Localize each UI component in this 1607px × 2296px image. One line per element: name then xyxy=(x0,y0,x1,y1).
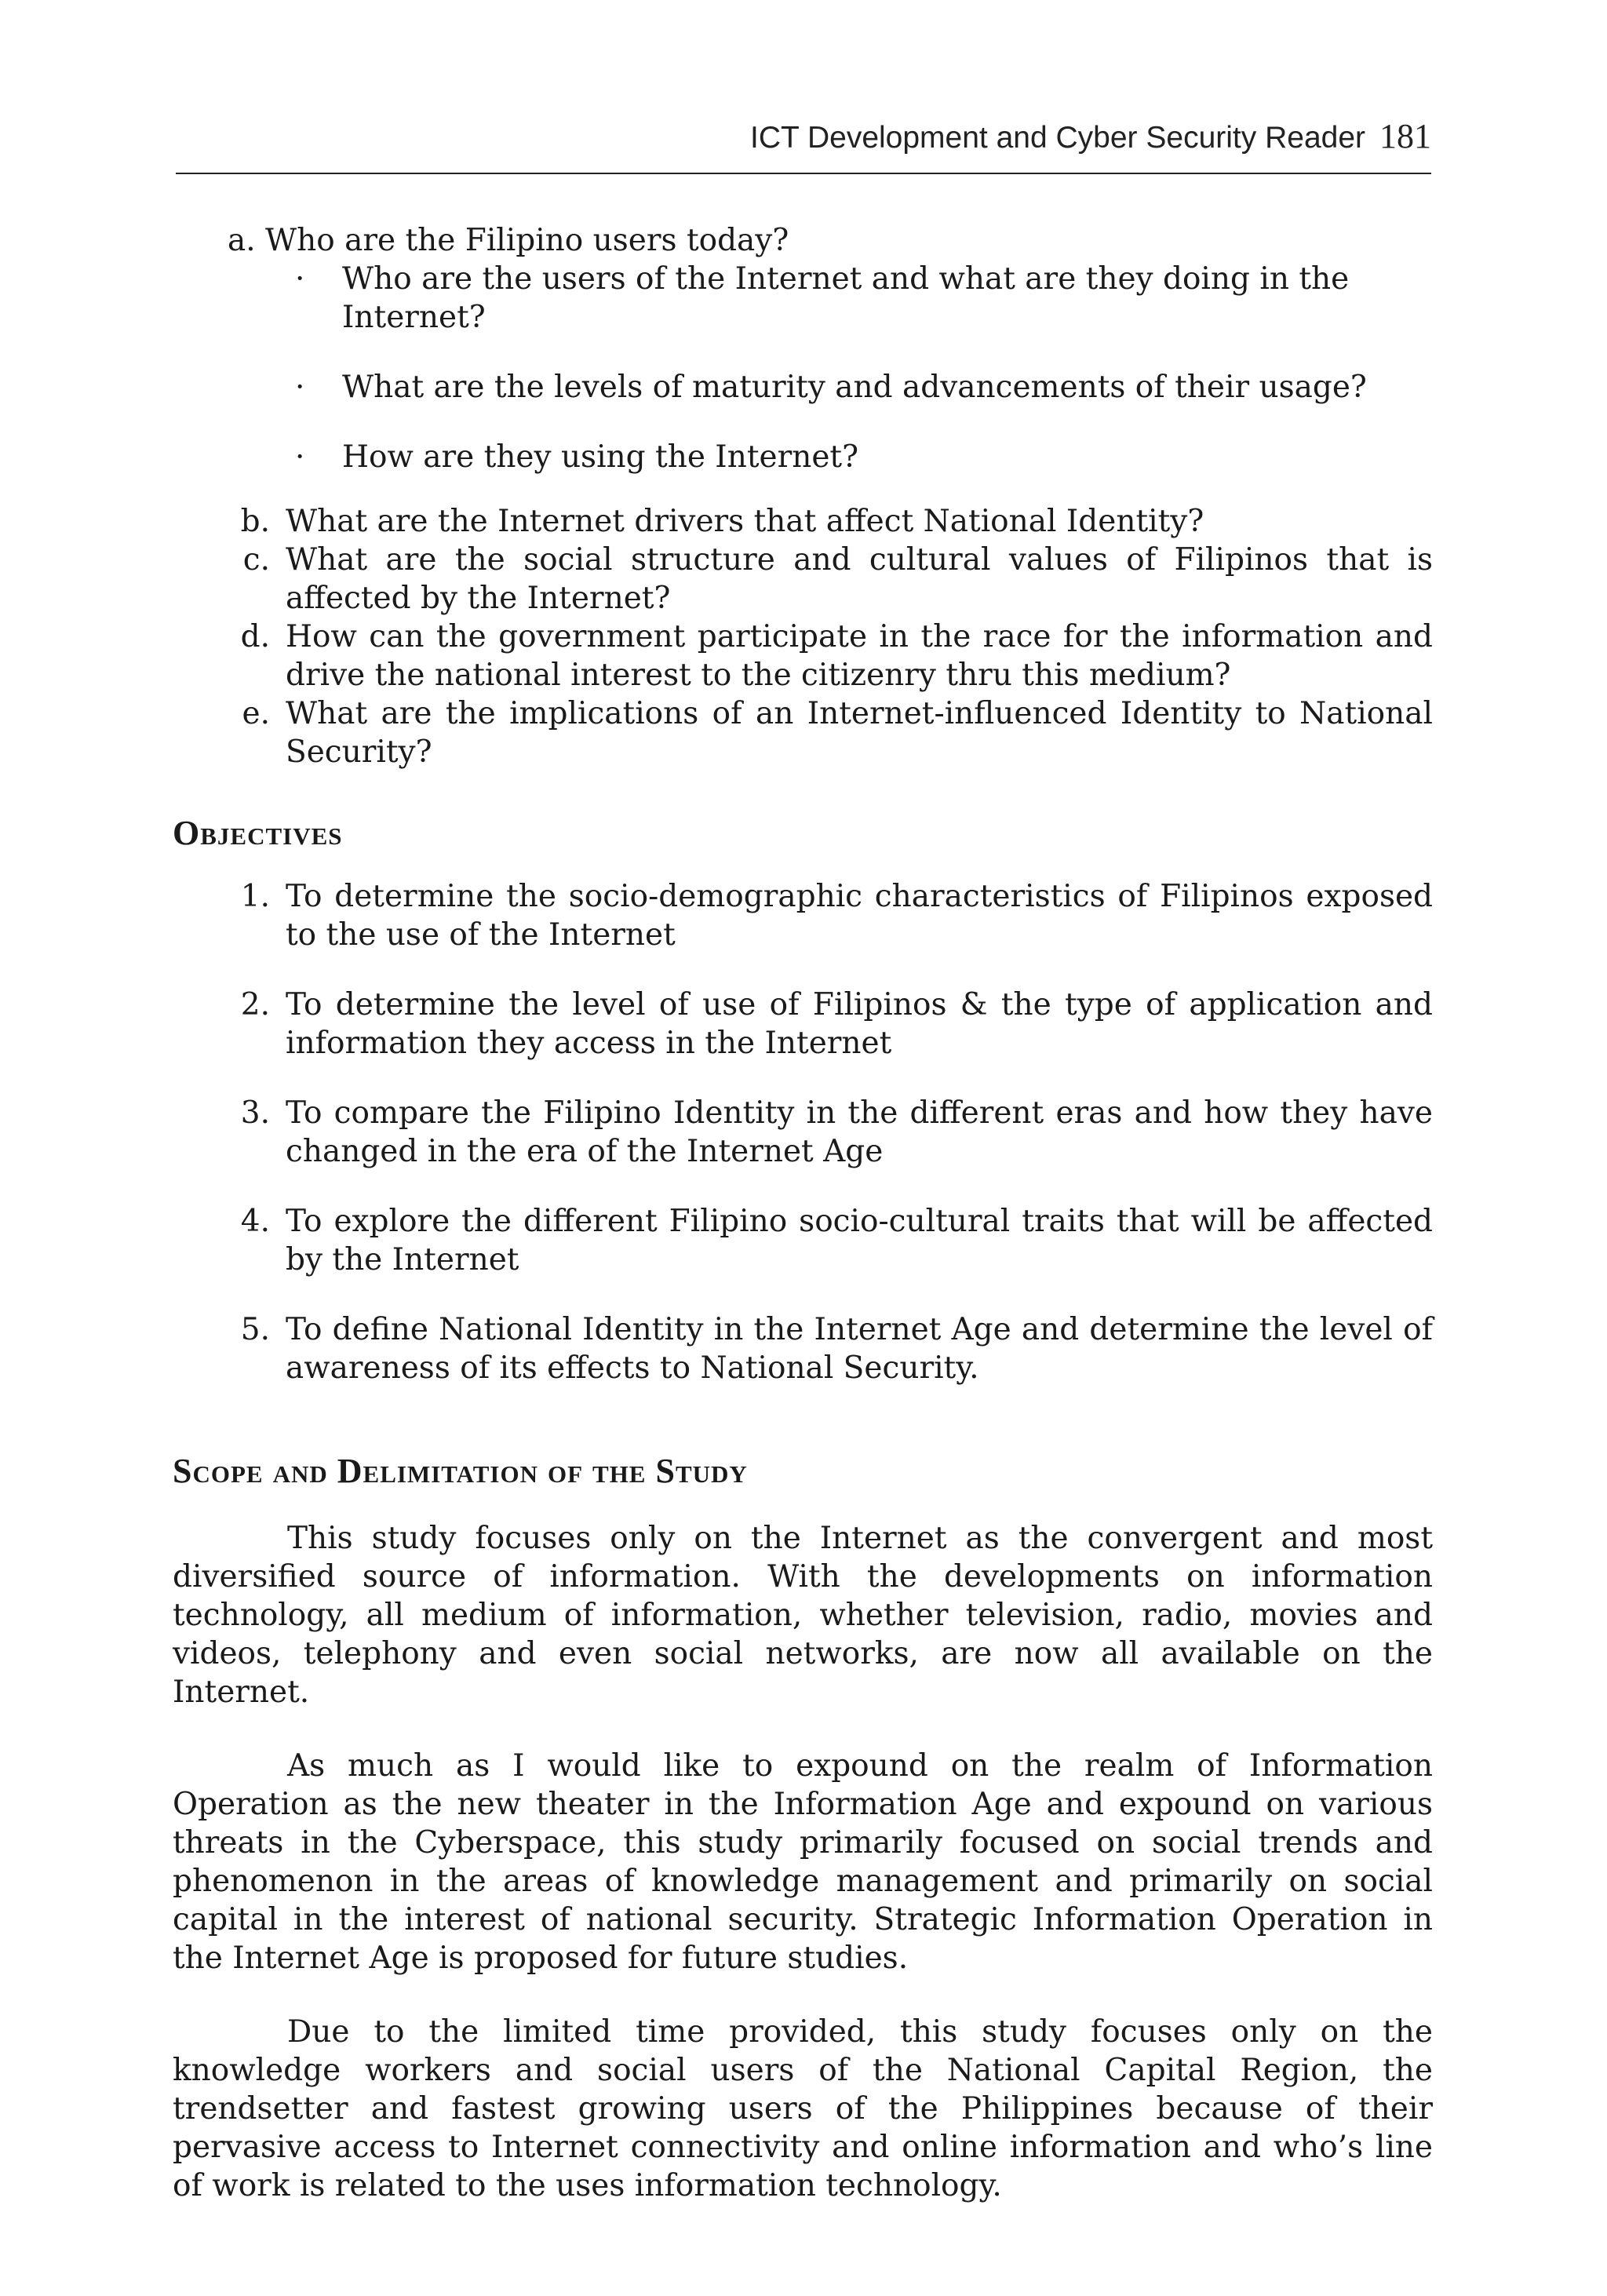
objective-text: To define National Identity in the Internet Age and determine the level of awareness of its effects to National Security. xyxy=(286,1312,1433,1386)
scope-paragraph: This study focuses only on the Internet as the convergent and most diversified source of information. With the developments on information technology, all medium of information, whether television, radio, movies and videos, telephony and even social networks, are now all available on the Internet. xyxy=(173,1521,1433,1710)
bullet-marker: · xyxy=(295,439,305,475)
list-item xyxy=(173,502,1433,541)
running-header xyxy=(750,116,1431,156)
objective-number: 2. xyxy=(240,987,270,1022)
question-text: What are the social structure and cultural values of Filipinos that is affected by the Internet? xyxy=(286,542,1433,616)
bullet-marker: · xyxy=(295,261,305,297)
book-title: ICT Development and Cyber Security Reader xyxy=(750,121,1365,155)
question-list xyxy=(173,502,1433,771)
objective-number: 1. xyxy=(240,879,270,914)
list-item xyxy=(173,541,1433,618)
objective-number: 3. xyxy=(240,1095,270,1131)
page-body xyxy=(173,221,1433,2240)
list-item xyxy=(173,986,1433,1062)
scope-paragraph: As much as I would like to expound on the realm of Information Operation as the new theater in the Information Age and expound on various threats in the Cyberspace, this study primarily focused on social trends and phenomenon in the areas of knowledge management and primarily on social capital in the interest of national security. Strategic Information Operation in the Internet Age is proposed for future studies. xyxy=(173,1748,1433,1976)
list-item xyxy=(173,694,1433,771)
objective-number: 4. xyxy=(240,1204,270,1239)
objective-text: To determine the socio-demographic characteristics of Filipinos exposed to the use of the Internet xyxy=(286,879,1433,953)
bullet-marker: · xyxy=(295,370,305,405)
objective-text: To determine the level of use of Filipinos & the type of application and information they access in the Internet xyxy=(286,987,1433,1061)
list-item xyxy=(290,438,1433,476)
scope-heading: Scope and Delimitation of the Study xyxy=(173,1452,748,1490)
question-text: What are the Internet drivers that affect National Identity? xyxy=(286,504,1204,539)
page-number: 181 xyxy=(1379,117,1431,155)
header-rule xyxy=(176,173,1431,174)
objectives-heading: Objectives xyxy=(173,814,343,852)
question-a-bullets xyxy=(290,260,1433,476)
list-item xyxy=(173,1310,1433,1387)
question-text: What are the implications of an Internet-influenced Identity to National Security? xyxy=(286,696,1433,770)
bullet-text: What are the levels of maturity and advancements of their usage? xyxy=(342,370,1367,405)
objective-number: 5. xyxy=(240,1312,270,1347)
list-item xyxy=(290,368,1433,406)
list-item xyxy=(290,260,1433,337)
question-marker: c. xyxy=(242,542,270,578)
objectives-list xyxy=(173,877,1433,1387)
list-item xyxy=(173,618,1433,694)
list-item xyxy=(173,1094,1433,1171)
list-item xyxy=(173,1202,1433,1279)
question-marker: d. xyxy=(240,619,270,654)
bullet-text: Who are the users of the Internet and what are they doing in the Internet? xyxy=(342,261,1350,335)
list-item xyxy=(173,877,1433,954)
question-marker: e. xyxy=(242,696,270,731)
question-marker: b. xyxy=(240,504,270,539)
question-a: a. Who are the Filipino users today? xyxy=(228,223,789,258)
question-text: How can the government participate in the race for the information and drive the national interest to the citizenry thru this medium? xyxy=(286,619,1433,693)
scope-paragraph: Due to the limited time provided, this study focuses only on the knowledge workers and social users of the National Capital Region, the trendsetter and fastest growing users of the Philippines because of their pervasive access to Internet connectivity and online information and who’s line of work is related to the uses information technology. xyxy=(173,2014,1433,2203)
bullet-text: How are they using the Internet? xyxy=(342,439,858,475)
objective-text: To explore the different Filipino socio-cultural traits that will be affected by the Internet xyxy=(286,1204,1433,1277)
objective-text: To compare the Filipino Identity in the different eras and how they have changed in the era of the Internet Age xyxy=(286,1095,1433,1169)
